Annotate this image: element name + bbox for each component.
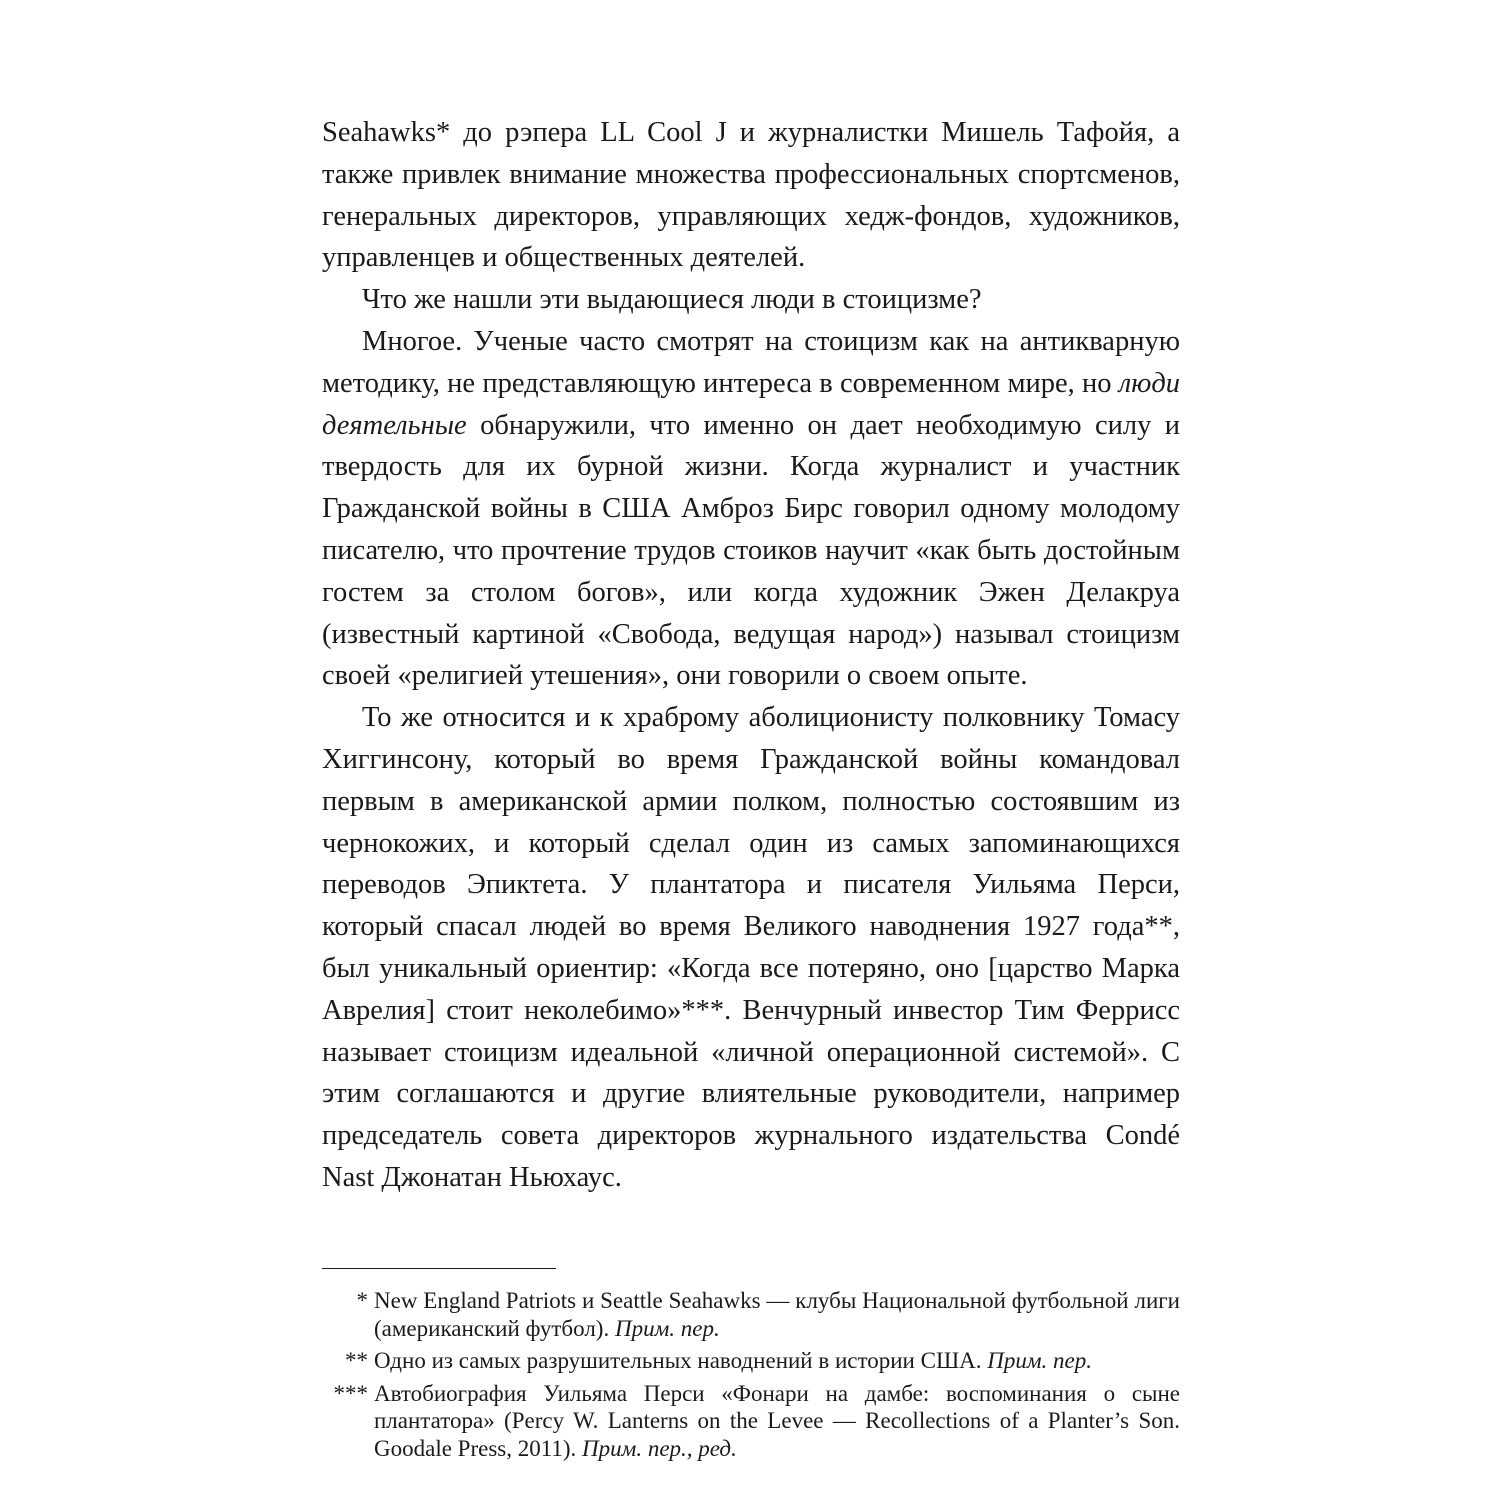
paragraph-text: Многое. Ученые часто смотрят на стоицизм как на антикварную методику, не представляющую интереса в современном мире, но (322, 325, 1180, 399)
footnote-body: Автобиография Уильяма Перси «Фонари на дамбе: воспоминания о сыне плантатора» (Percy W. Lanterns on the Levee — Recollections of a Planter’s Son. Goodale Press, 2011). (374, 1380, 1180, 1461)
footnote-note: Прим. пер., ред. (582, 1435, 737, 1461)
paragraph (322, 697, 1180, 1199)
paragraph (322, 321, 1180, 697)
page-body (322, 112, 1180, 1199)
main-text (322, 112, 1180, 1199)
paragraph-text: То же относится и к храброму аболиционисту полковнику Томасу Хиггинсону, который во время Гражданской войны командовал первым в американской армии полком, полностью состоявшим из чернокожих, и который сделал один из самых запоминающихся переводов Эпиктета. У плантатора и писателя Уильяма Перси, который спасал людей во время Великого наводнения 1927 года**, был уникальный ориентир: «Когда все потеряно, оно [царство Марка Аврелия] стоит неколебимо»***. Венчурный инвестор Тим Феррисс называет стоицизм идеальной «личной операционной системой». С этим соглашаются и другие влиятельные руководители, например председатель совета директоров журнального издательства Condé Nast Джонатан Ньюхаус. (322, 702, 1180, 1193)
footnote-text (374, 1287, 1180, 1342)
footnote-divider (322, 1268, 556, 1269)
paragraph-text: Seahawks* до рэпера LL Cool J и журналистки Мишель Тафойя, а также привлек внимание множества профессиональных спортсменов, генеральных директоров, управляющих хедж-фондов, художников, управленцев и общественных деятелей. (322, 117, 1180, 274)
footnote-mark: * (356, 1288, 368, 1313)
paragraph-emphasis: люди деятельные (322, 367, 1180, 441)
footnote-1 (322, 1287, 1180, 1342)
footnote-body: New England Patriots и Seattle Seahawks — клубы Национальной футбольной лиги (американский футбол). (374, 1288, 1180, 1341)
footnote-text (374, 1380, 1180, 1463)
footnote-note: Прим. пер. (987, 1348, 1093, 1373)
footnote-2 (322, 1347, 1180, 1375)
footnotes (322, 1287, 1180, 1467)
footnote-note: Прим. пер. (614, 1315, 720, 1341)
footnote-body: Одно из самых разрушительных наводнений в истории США. (374, 1348, 988, 1373)
paragraph-text: обнаружили, что именно он дает необходимую силу и твердость для их бурной жизни. Когда журналист и участник Гражданской войны в США Амброз Бирс говорил одному молодому писателю, что прочтение трудов стоиков научит «как быть достойным гостем за столом богов», или когда художник Эжен Делакруа (известный картиной «Свобода, ведущая народ») называл стоицизм своей «религией утешения», они говорили о своем опыте. (322, 409, 1180, 692)
paragraph-text: Что же нашли эти выдающиеся люди в стоицизме? (362, 284, 982, 316)
paragraph (322, 112, 1180, 279)
paragraph (322, 279, 1180, 321)
footnote-mark: ** (345, 1348, 368, 1373)
footnote-text (374, 1347, 1180, 1375)
footnote-3 (322, 1380, 1180, 1463)
footnote-mark: *** (333, 1380, 368, 1406)
